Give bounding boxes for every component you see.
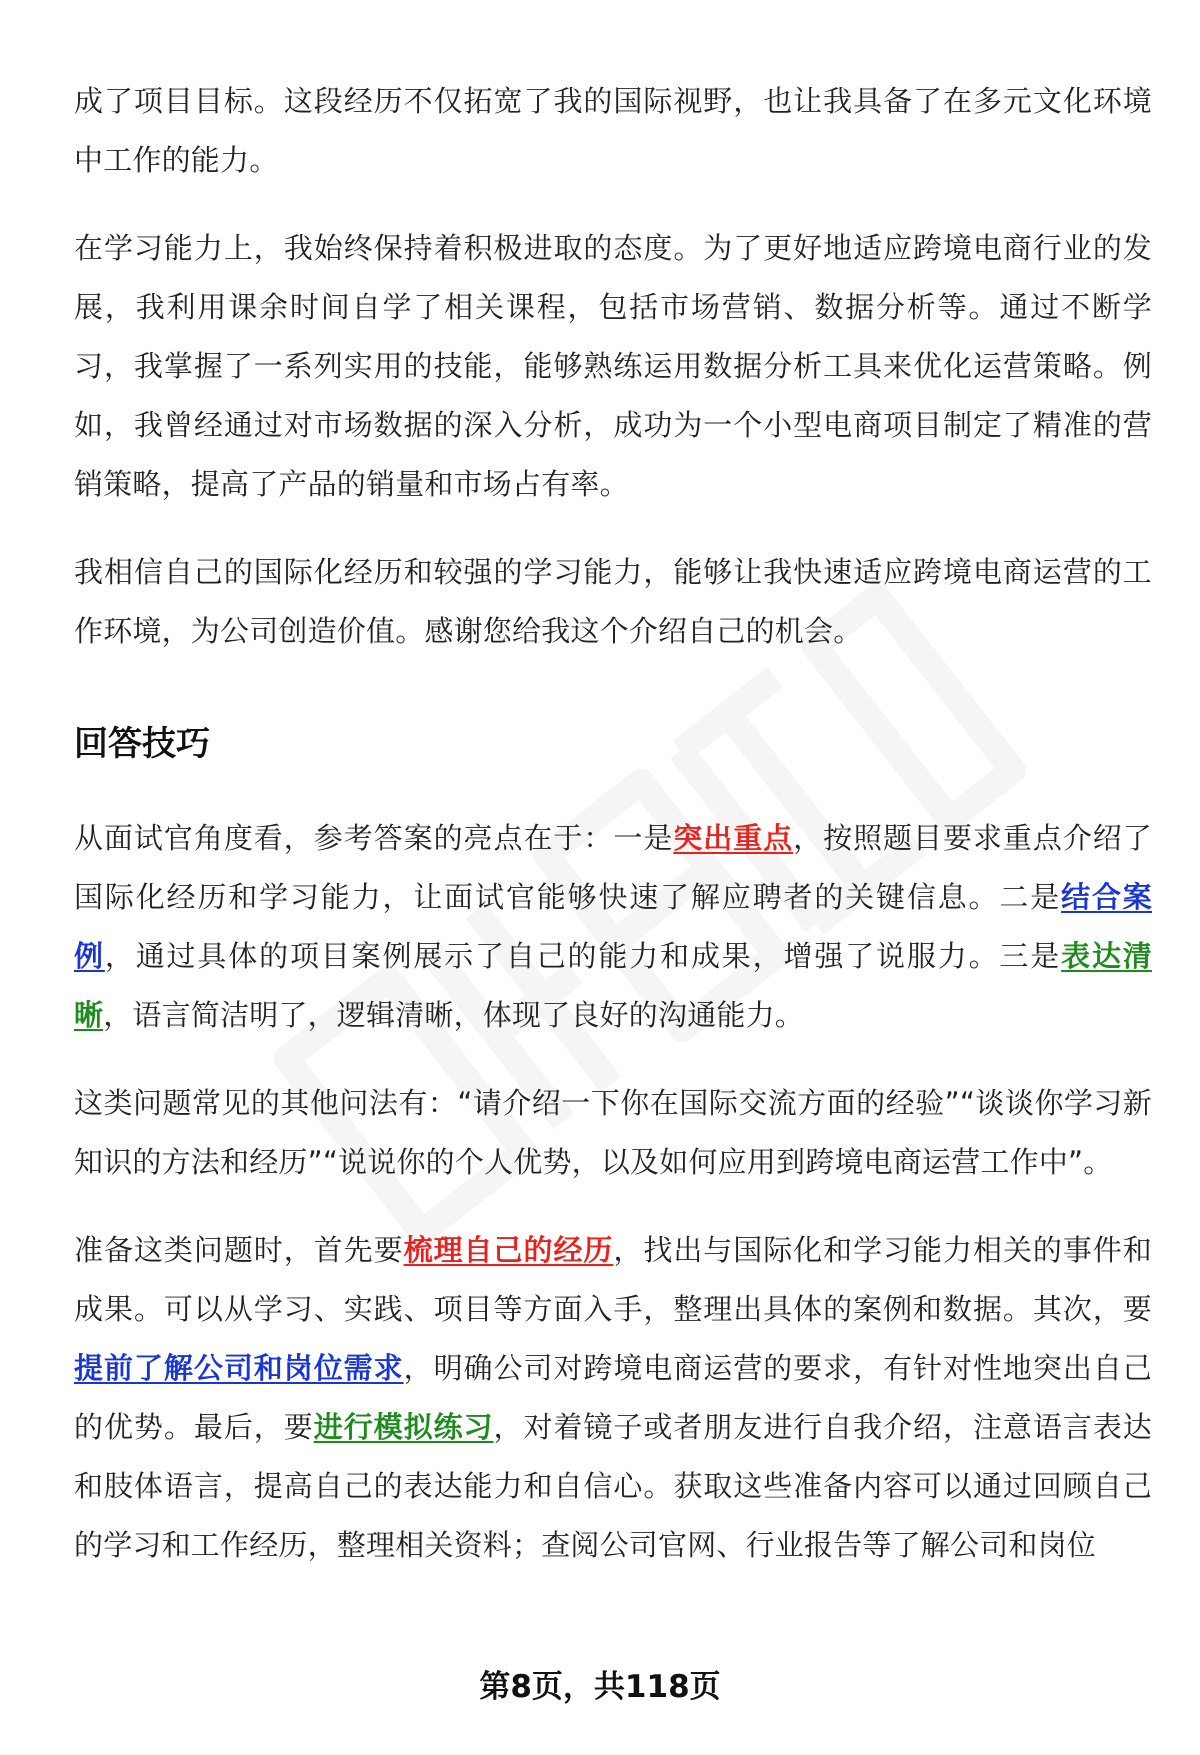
paragraph-alternative-questions: 这类问题常见的其他问法有：“请介绍一下你在国际交流方面的经验”“谈谈你学习新知识的方法和经历”“说说你的个人优势，以及如何应用到跨境电商运营工作中”。	[74, 1086, 1152, 1179]
text-segment: ，语言简洁明了，逻辑清晰，体现了良好的沟通能力。	[103, 998, 805, 1032]
text-segment: ，找出与国际化和学习能力相关的事件和成果。可以从学习、实践、项目等方面入手，整理出具体的案例和数据。其次，要	[74, 1233, 1152, 1326]
paragraph-international-experience-end: 成了项目目标。这段经历不仅拓宽了我的国际视野，也让我具备了在多元文化环境中工作的能力。	[74, 84, 1152, 177]
highlight-clear-expression: 表达清晰	[74, 939, 1153, 1032]
highlight-research-company: 提前了解公司和岗位需求	[74, 1351, 404, 1385]
text-segment: ，对着镜子或者朋友进行自我介绍，注意语言表达和肢体语言，提高自己的表达能力和自信心。获取这些准备内容可以通过回顾自己的学习和工作经历，整理相关资料；查阅公司官网、行业报告等了解公司和岗位	[74, 1410, 1153, 1562]
section-heading: 回答技巧	[74, 724, 210, 764]
highlight-case-example: 结合案例	[74, 880, 1152, 973]
page-number-footer: 第8页，共118页	[479, 1669, 721, 1705]
paragraph-preparation-tips	[74, 1221, 1152, 1575]
highlight-mock-practice: 进行模拟练习	[313, 1410, 494, 1444]
text-segment: ，明确公司对跨境电商运营的要求，有针对性地突出自己的优势。最后，要	[74, 1351, 1152, 1444]
highlight-review-experience: 梳理自己的经历	[403, 1233, 614, 1267]
text-segment: 从面试官角度看，参考答案的亮点在于：一是	[74, 821, 674, 855]
paragraph-learning-ability: 在学习能力上，我始终保持着积极进取的态度。为了更好地适应跨境电商行业的发展，我利用课余时间自学了相关课程，包括市场营销、数据分析等。通过不断学习，我掌握了一系列实用的技能，能够熟练运用数据分析工具来优化运营策略。例如，我曾经通过对市场数据的深入分析，成功为一个小型电商项目制定了精准的营销策略，提高了产品的销量和市场占有率。	[74, 231, 1152, 501]
highlight-key-point: 突出重点	[673, 821, 794, 855]
text-segment: 准备这类问题时，首先要	[74, 1233, 404, 1267]
paragraph-closing: 我相信自己的国际化经历和较强的学习能力，能够让我快速适应跨境电商运营的工作环境，为公司创造价值。感谢您给我这个介绍自己的机会。	[74, 555, 1152, 648]
paragraph-interviewer-perspective	[74, 809, 1152, 1045]
text-segment: ，按照题目要求重点介绍了国际化经历和学习能力，让面试官能够快速了解应聘者的关键信息。二是	[74, 821, 1152, 914]
main-content	[74, 72, 1152, 1575]
text-segment: ，通过具体的项目案例展示了自己的能力和成果，增强了说服力。三是	[104, 939, 1062, 973]
